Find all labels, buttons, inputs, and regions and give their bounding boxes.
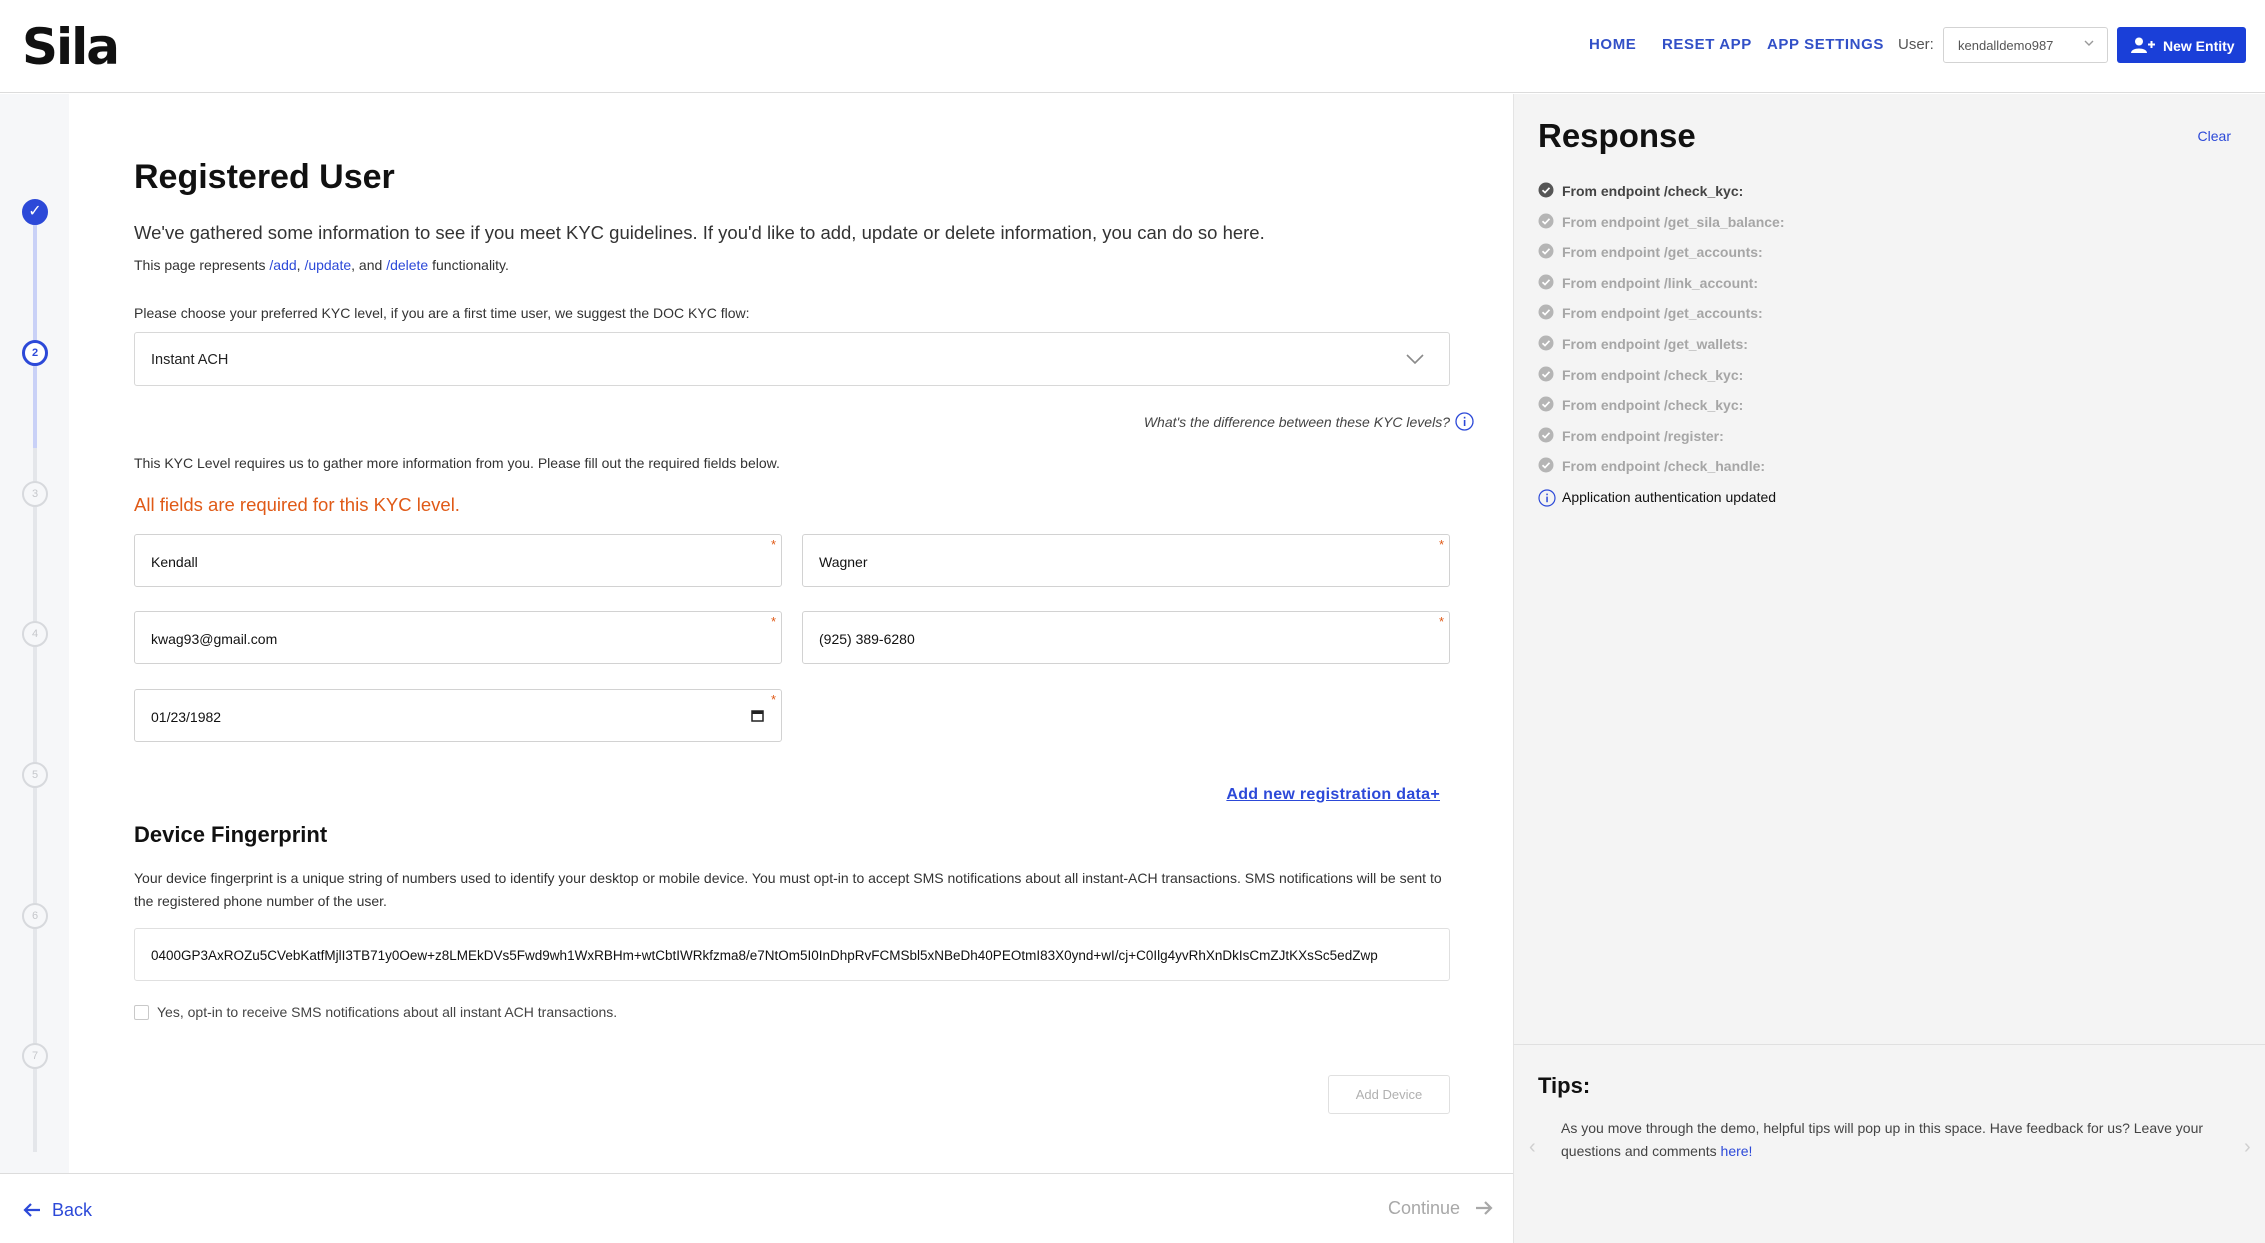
response-item-text: From endpoint /get_accounts: [1562,305,1763,322]
phone-field[interactable] [802,611,1450,664]
response-item-text: From endpoint /register: [1562,427,1724,444]
add-device-button[interactable]: Add Device [1328,1075,1450,1114]
main-content [69,94,1513,1173]
required-marker: * [770,537,776,552]
response-info-text: Application authentication updated [1562,488,1777,505]
response-item-text: From endpoint /get_wallets: [1562,335,1748,352]
required-marker: * [770,692,776,707]
step-1-complete[interactable] [22,199,48,225]
tips-panel [1513,1044,2265,1243]
last-name-value: Wagner [819,554,868,570]
response-item-text: From endpoint /get_accounts: [1562,244,1763,261]
clear-button[interactable]: Clear [2197,128,2231,144]
nav-home[interactable]: HOME [1589,36,1637,53]
first-name-field[interactable] [134,534,782,587]
intro-text: We've gathered some information to see if you meet KYC guidelines. If you'd like to add, update or delete information, you can do so here. [134,222,1265,243]
add-registration-data-link[interactable]: Add new registration data+ [1226,786,1440,803]
logo-text: Sila [22,18,119,76]
tips-text [1561,1117,2221,1163]
check-circle-icon [1538,182,1554,198]
kyc-level-value: Instant ACH [151,352,229,368]
tips-body: As you move through the demo, helpful tips will pop up in this space. Have feedback for us? Leave your questions and comments [1561,1120,2204,1159]
check-icon: ✓ [28,203,42,220]
device-fingerprint-title: Device Fingerprint [134,822,328,847]
new-entity-label: New Entity [2163,38,2235,54]
func-prefix: This page represents [134,257,270,273]
feedback-link[interactable]: here! [1720,1143,1753,1159]
chevron-left-icon[interactable]: ‹ [1529,1136,1536,1158]
continue-button[interactable] [1388,1198,1460,1219]
functionality-text [134,257,509,273]
device-fingerprint-description: Your device fingerprint is a unique string of numbers used to identify your desktop or mobile device. You must opt-in to accept SMS notifications about all instant-ACH transactions. SMS notifications will be sent to the registered phone number of the user. [134,870,1442,909]
step-5[interactable]: 5 [22,762,48,788]
user-select[interactable] [1943,27,2108,63]
step-7[interactable]: 7 [22,1043,48,1069]
info-icon [1538,489,1556,507]
arrow-right-icon [1474,1198,1494,1218]
dob-field[interactable] [134,689,782,742]
response-item-text: From endpoint /check_kyc: [1562,397,1744,414]
info-icon[interactable] [1455,412,1474,431]
step-2-current[interactable]: 2 [22,340,48,366]
sms-optin-label: Yes, opt-in to receive SMS notifications about all instant ACH transactions. [157,1004,618,1020]
required-warning: All fields are required for this KYC level. [134,494,460,515]
dob-value: 01/23/1982 [151,709,222,725]
last-name-field[interactable] [802,534,1450,587]
func-sep: , [296,257,305,273]
nav-reset-app[interactable]: RESET APP [1662,36,1752,53]
check-circle-icon [1538,335,1554,351]
func-sep: , and [351,257,387,273]
sms-optin-checkbox[interactable] [134,1005,149,1020]
chevron-right-icon[interactable]: › [2244,1136,2251,1158]
required-marker: * [770,614,776,629]
response-item-text: From endpoint /check_kyc: [1562,183,1744,199]
progress-stepper [0,94,69,1173]
sila-logo[interactable] [22,18,118,76]
chevron-down-icon [1403,347,1427,375]
check-circle-icon [1538,366,1554,382]
bottom-nav-bar [0,1173,1513,1243]
new-entity-button[interactable] [2117,27,2246,63]
kyc-difference-link[interactable] [1144,414,1450,430]
response-item-text: From endpoint /link_account: [1562,274,1759,291]
check-circle-icon [1538,457,1554,473]
check-circle-icon [1538,304,1554,320]
kyc-level-label: Please choose your preferred KYC level, if you are a first time user, we suggest the DOC KYC flow: [134,305,750,321]
step-6[interactable]: 6 [22,903,48,929]
email-field[interactable] [134,611,782,664]
update-link[interactable]: /update [304,257,352,273]
check-circle-icon [1538,427,1554,443]
phone-value: (925) 389-6280 [819,631,915,647]
kyc-level-select[interactable] [134,332,1450,386]
back-label: Back [52,1200,93,1220]
email-value: kwag93@gmail.com [151,631,278,647]
add-link[interactable]: /add [269,257,297,273]
required-marker: * [1438,614,1444,629]
check-circle-icon [1538,243,1554,259]
check-circle-icon [1538,213,1554,229]
continue-label: Continue [1388,1198,1461,1218]
check-circle-icon [1538,274,1554,290]
device-fingerprint-field[interactable] [134,928,1450,981]
requires-text: This KYC Level requires us to gather more information from you. Please fill out the required fields below. [134,455,780,471]
user-label: User: [1898,36,1934,53]
response-item-text: From endpoint /check_handle: [1562,458,1766,475]
delete-link[interactable]: /delete [386,257,429,273]
chevron-down-icon [2083,36,2095,52]
arrow-left-icon [22,1200,42,1220]
response-panel [1513,94,2265,1044]
response-item-text: From endpoint /check_kyc: [1562,366,1744,383]
tips-title: Tips: [1538,1073,1591,1098]
step-3[interactable]: 3 [22,481,48,507]
response-title: Response [1538,117,1696,154]
response-item-text: From endpoint /get_sila_balance: [1562,213,1785,230]
first-name-value: Kendall [151,554,198,570]
page-title: Registered User [134,158,395,196]
kyc-difference-text: What's the difference between these KYC levels? [1143,414,1450,430]
check-circle-icon [1538,396,1554,412]
func-suffix: functionality. [428,257,509,273]
fingerprint-value: 0400GP3AxROZu5CVebKatfMjlI3TB71y0Oew+z8LMEkDVs5Fwd9wh1WxRBHm+wtCbtIWRkfzma8/e7NtOm5I0InDhpRvFCMSbl5xNBeDh40PEOtmI83X0ynd+wI/cj+C0Ilg4yvRhXnDkIsCmZJtKXsSc5edZwp [151,948,1378,963]
calendar-icon[interactable] [751,709,764,722]
stepper-track-progress [33,212,37,448]
required-marker: * [1438,537,1444,552]
app-header [0,0,2265,93]
user-select-value: kendalldemo987 [1958,38,2054,53]
nav-app-settings[interactable]: APP SETTINGS [1767,36,1884,53]
add-user-icon [2131,37,2155,53]
step-4[interactable]: 4 [22,621,48,647]
